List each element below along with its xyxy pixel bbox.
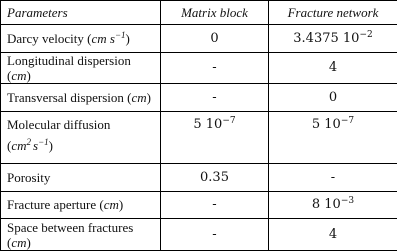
unit-exponent: −1	[114, 29, 126, 40]
unit-exponent-2: −1	[38, 136, 49, 147]
table-row	[1, 84, 397, 112]
fracture-network-value	[269, 111, 397, 163]
header-matrix-block: Matrix block	[161, 1, 269, 25]
unit-text-2: s	[33, 137, 39, 153]
label-text: Darcy velocity (	[7, 30, 92, 46]
label-text: Space between fractures (	[7, 219, 134, 250]
row-label	[1, 25, 161, 53]
row-label	[1, 111, 161, 163]
row-label	[1, 191, 161, 219]
table-row	[1, 219, 397, 251]
fracture-network-value: -	[269, 164, 397, 192]
fracture-network-value: 0	[269, 84, 397, 112]
unit-close: )	[26, 67, 31, 83]
value-exponent: −2	[359, 29, 373, 40]
matrix-block-value	[161, 111, 269, 163]
unit-close: )	[26, 234, 31, 250]
fracture-network-value	[269, 25, 397, 53]
unit-close: )	[146, 90, 151, 106]
header-parameters: Parameters	[1, 1, 161, 25]
header-fracture-network: Fracture network	[269, 1, 397, 25]
matrix-block-value: -	[161, 219, 269, 251]
row-label	[1, 164, 161, 192]
table-row	[1, 111, 397, 163]
label-text: Longitudinal dispersion (	[7, 52, 131, 83]
table-row	[1, 191, 397, 219]
row-label	[1, 84, 161, 112]
unit-text: cm	[103, 197, 119, 213]
unit-text: cm	[11, 234, 27, 250]
fracture-network-value: 4	[269, 219, 397, 251]
row-label	[1, 52, 161, 84]
matrix-block-value: 0.35	[161, 164, 269, 192]
label-text: Transversal dispersion (	[7, 90, 132, 106]
unit-text: cm	[11, 67, 27, 83]
table-row	[1, 164, 397, 192]
table-row	[1, 52, 397, 84]
value-base: 5 10	[193, 116, 223, 132]
value-exponent: −3	[340, 196, 355, 207]
value-exponent: −7	[222, 115, 236, 126]
label-text: Molecular diffusion	[7, 116, 111, 132]
matrix-block-value: -	[161, 84, 269, 112]
value-base: 3.4375 10	[293, 30, 360, 46]
unit-close: )	[125, 30, 130, 46]
matrix-block-value: 0	[161, 25, 269, 53]
table-row	[1, 25, 397, 53]
value-exponent: −7	[340, 115, 355, 126]
fracture-network-value	[269, 191, 397, 219]
unit-close: )	[118, 197, 124, 213]
unit-line: ($cm^2$ $s^{-1}$)	[7, 136, 53, 153]
matrix-block-value: -	[161, 52, 269, 84]
unit-exponent: 2	[26, 136, 32, 147]
table-header-row	[1, 1, 397, 25]
value-base: 5 10	[311, 116, 341, 132]
fracture-network-value: 4	[269, 52, 397, 84]
label-text: Fracture aperture (	[7, 197, 104, 213]
unit-text: cm	[131, 90, 147, 106]
label-text: Porosity	[7, 169, 51, 185]
unit-text: cm s	[91, 30, 115, 46]
row-label	[1, 219, 161, 251]
matrix-block-value: -	[161, 191, 269, 219]
value-base: 8 10	[311, 197, 341, 213]
unit-text: cm	[11, 137, 27, 153]
